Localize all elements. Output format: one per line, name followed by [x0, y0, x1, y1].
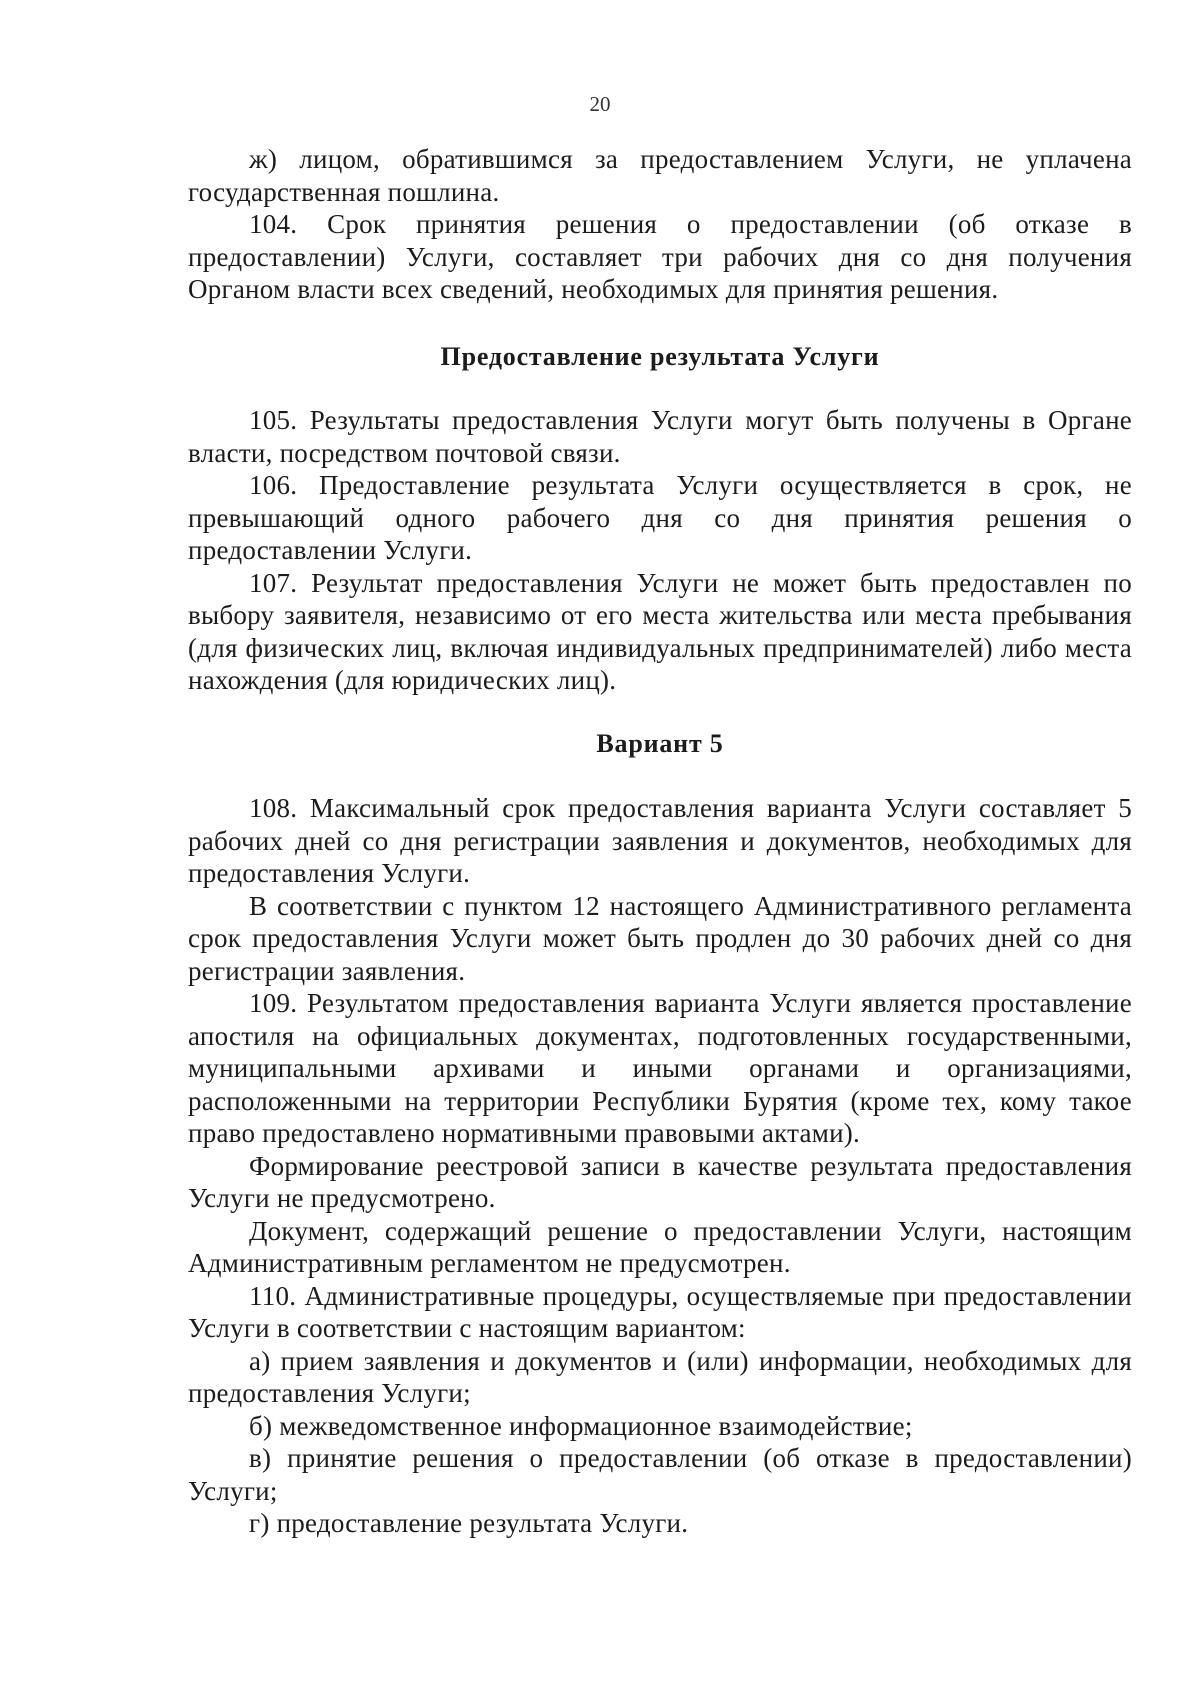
text-section-1	[188, 143, 1132, 306]
paragraph-extension: В соответствии с пунктом 12 настоящего Административного регламента срок предоставления Услуги может быть продлен до 30 рабочих дней со дня регистрации заявления.	[188, 890, 1132, 986]
list-item-a: а) прием заявления и документов и (или) информации, необходимых для предоставления Услуги;	[188, 1345, 1132, 1408]
paragraph-107: 107. Результат предоставления Услуги не может быть предоставлен по выбору заявителя, независимо от его места жительства или места пребывания (для физических лиц, включая индивидуальных предпринимателей) либо места нахождения (для юридических лиц).	[188, 567, 1132, 695]
heading-variant-5-wrap	[188, 729, 1132, 759]
paragraph-108: 108. Максимальный срок предоставления варианта Услуги составляет 5 рабочих дней со дня регистрации заявления и документов, необходимых для предоставления Услуги.	[188, 793, 1132, 888]
heading-variant-5: Вариант 5	[596, 729, 724, 758]
page-number: 20	[589, 92, 611, 116]
list-item-g: г) предоставление результата Услуги.	[249, 1508, 689, 1538]
text-section-2	[188, 404, 1132, 697]
paragraph-104: 104. Срок принятия решения о предоставлении (об отказе в предоставлении) Услуги, составляет три рабочих дня со дня получения Органом власти всех сведений, необходимых для принятия решения.	[188, 209, 1132, 304]
paragraph-105: 105. Результаты предоставления Услуги могут быть получены в Органе власти, посредством почтовой связи.	[188, 405, 1132, 468]
paragraph-110: 110. Административные процедуры, осуществляемые при предоставлении Услуги в соответствии с настоящим вариантом:	[188, 1280, 1132, 1343]
list-item-b: б) межведомственное информационное взаимодействие;	[249, 1410, 913, 1441]
text-section-3	[188, 792, 1132, 1540]
heading-result-provision-wrap	[188, 342, 1132, 372]
paragraph-decision-document: Документ, содержащий решение о предоставлении Услуги, настоящим Административным регламентом не предусмотрен.	[188, 1215, 1132, 1278]
paragraph-zh-unpaid-duty: ж) лицом, обратившимся за предоставлением Услуги, не уплачена государственная пошлина.	[188, 144, 1132, 207]
list-item-v: в) принятие решения о предоставлении (об отказе в предоставлении) Услуги;	[188, 1443, 1132, 1506]
paragraph-registry-record: Формирование реестровой записи в качестве результата предоставления Услуги не предусмотрено.	[188, 1150, 1132, 1213]
paragraph-109: 109. Результатом предоставления варианта Услуги является проставление апостиля на официальных документах, подготовленных государственными, муниципальными архивами и иными органами и организациями, расположенными на территории Республики Бурятия (кроме тех, кому такое право предоставлено нормативными правовыми актами).	[188, 988, 1132, 1148]
heading-result-provision: Предоставление результата Услуги	[440, 342, 880, 371]
paragraph-106: 106. Предоставление результата Услуги осуществляется в срок, не превышающий одного рабочего дня со дня принятия решения о предоставлении Услуги.	[188, 470, 1132, 565]
